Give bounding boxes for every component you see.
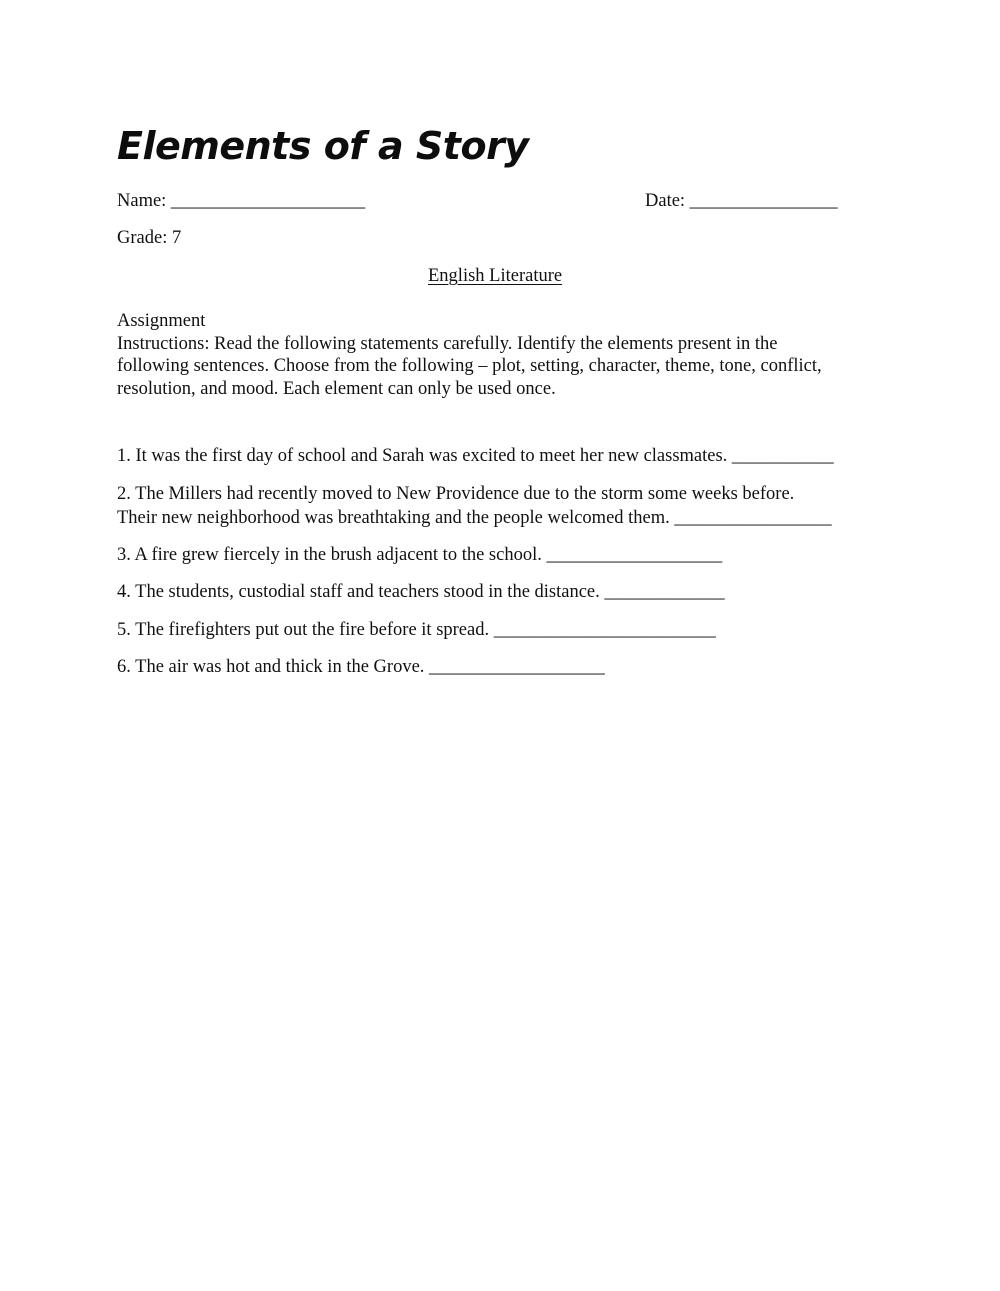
- assignment-heading: Assignment: [117, 311, 206, 331]
- subject-heading: English Literature: [428, 266, 563, 286]
- question-2: [117, 482, 897, 530]
- question-2-line-2: Their new neighborhood was breathtaking and the people welcomed them. _________________: [117, 508, 832, 528]
- question-2-line-1: 2. The Millers had recently moved to New Providence due to the storm some weeks before.: [117, 484, 795, 504]
- page-title: Elements of a Story: [117, 124, 529, 168]
- instructions-line: Instructions: Read the following statements carefully. Identify the elements present in the: [117, 333, 778, 354]
- date-field-label: Date: ________________: [645, 191, 838, 211]
- instructions-block: [117, 310, 887, 400]
- question-1: 1. It was the first day of school and Sarah was excited to meet her new classmates. ___________: [117, 446, 834, 466]
- instructions-line: resolution, and mood. Each element can only be used once.: [117, 378, 556, 399]
- question-3: 3. A fire grew fiercely in the brush adjacent to the school. ___________________: [117, 545, 723, 565]
- grade-label: Grade: 7: [117, 228, 182, 248]
- instructions-line: following sentences. Choose from the following – plot, setting, character, theme, tone, conflict,: [117, 356, 822, 376]
- question-5: 5. The firefighters put out the fire before it spread. ________________________: [117, 620, 716, 640]
- question-6: 6. The air was hot and thick in the Grove. ___________________: [117, 657, 605, 677]
- name-field-label: Name: _____________________: [117, 191, 366, 211]
- question-4: 4. The students, custodial staff and teachers stood in the distance. _____________: [117, 582, 725, 602]
